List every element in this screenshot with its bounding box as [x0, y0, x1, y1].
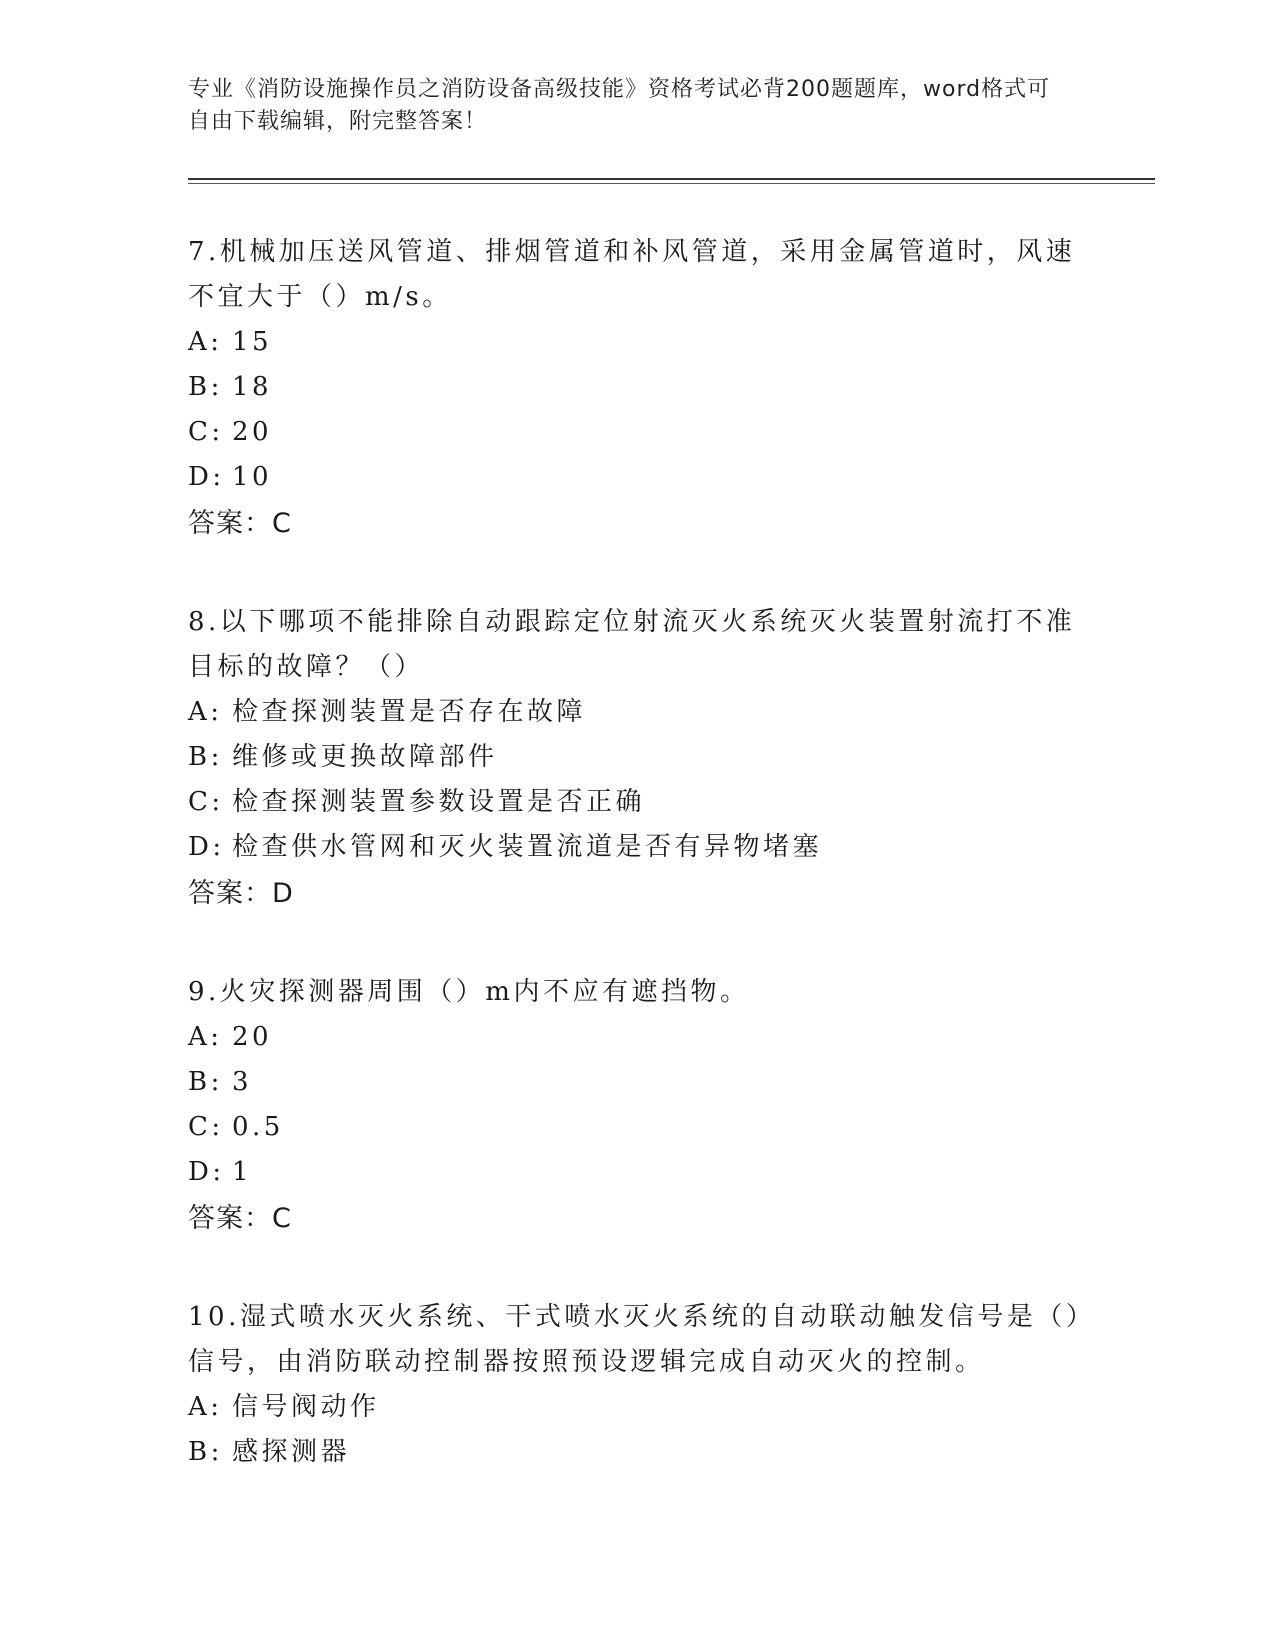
option-label: D:	[188, 1157, 225, 1187]
option-text: 维修或更换故障部件	[232, 742, 498, 772]
question-list	[188, 230, 1088, 1527]
option-a	[188, 690, 1088, 735]
question-stem: 9.火灾探测器周围（）m内不应有遮挡物。	[188, 977, 750, 1007]
option-label: D:	[188, 832, 225, 862]
question-stem: 7.机械加压送风管道、排烟管道和补风管道，采用金属管道时，风速不宜大于（）m/s。	[188, 237, 1076, 312]
document-header: 专业《消防设施操作员之消防设备高级技能》资格考试必背200题题库，word格式可自由下载编辑，附完整答案！	[188, 77, 1051, 134]
question-9	[188, 970, 1088, 1243]
option-label: C:	[188, 1112, 224, 1142]
question-8	[188, 600, 1088, 918]
option-label: A:	[188, 327, 223, 357]
answer-line: 答案：C	[188, 508, 292, 539]
option-label: B:	[188, 742, 223, 772]
option-label: A:	[188, 1022, 223, 1052]
option-c	[188, 780, 1088, 825]
option-d	[188, 455, 1088, 500]
option-label: C:	[188, 787, 224, 817]
question-stem: 8.以下哪项不能排除自动跟踪定位射流灭火系统灭火装置射流打不准目标的故障？（）	[188, 607, 1076, 682]
option-b	[188, 1060, 1088, 1105]
option-b	[188, 735, 1088, 780]
option-text: 10	[232, 462, 273, 492]
option-d	[188, 825, 1088, 870]
question-7	[188, 230, 1088, 548]
option-label: A:	[188, 1392, 223, 1422]
option-label: C:	[188, 417, 224, 447]
option-label: B:	[188, 372, 223, 402]
option-d	[188, 1150, 1088, 1195]
option-text: 15	[232, 327, 273, 357]
option-text: 感探测器	[232, 1437, 351, 1467]
header-divider-thick	[188, 178, 1155, 180]
option-b	[188, 1430, 1088, 1475]
option-a	[188, 1015, 1088, 1060]
option-text: 0.5	[232, 1112, 284, 1142]
option-label: B:	[188, 1437, 223, 1467]
question-stem: 10.湿式喷水灭火系统、干式喷水灭火系统的自动联动触发信号是（）信号，由消防联动控制器按照预设逻辑完成自动灭火的控制。	[188, 1302, 1083, 1377]
header-divider-thin	[188, 183, 1155, 184]
option-text: 检查供水管网和灭火装置流道是否有异物堵塞	[232, 832, 823, 862]
option-text: 20	[232, 417, 273, 447]
option-label: B:	[188, 1067, 223, 1097]
option-text: 信号阀动作	[232, 1392, 380, 1422]
option-b	[188, 365, 1088, 410]
option-c	[188, 1105, 1088, 1150]
option-c	[188, 410, 1088, 455]
option-label: D:	[188, 462, 225, 492]
answer-line: 答案：D	[188, 878, 294, 909]
option-text: 20	[232, 1022, 273, 1052]
option-text: 1	[232, 1157, 253, 1187]
option-text: 18	[232, 372, 273, 402]
question-10	[188, 1295, 1088, 1475]
option-a	[188, 1385, 1088, 1430]
option-label: A:	[188, 697, 223, 727]
option-text: 检查探测装置参数设置是否正确	[232, 787, 646, 817]
answer-line: 答案：C	[188, 1203, 292, 1234]
option-a	[188, 320, 1088, 365]
option-text: 检查探测装置是否存在故障	[232, 697, 587, 727]
option-text: 3	[232, 1067, 253, 1097]
